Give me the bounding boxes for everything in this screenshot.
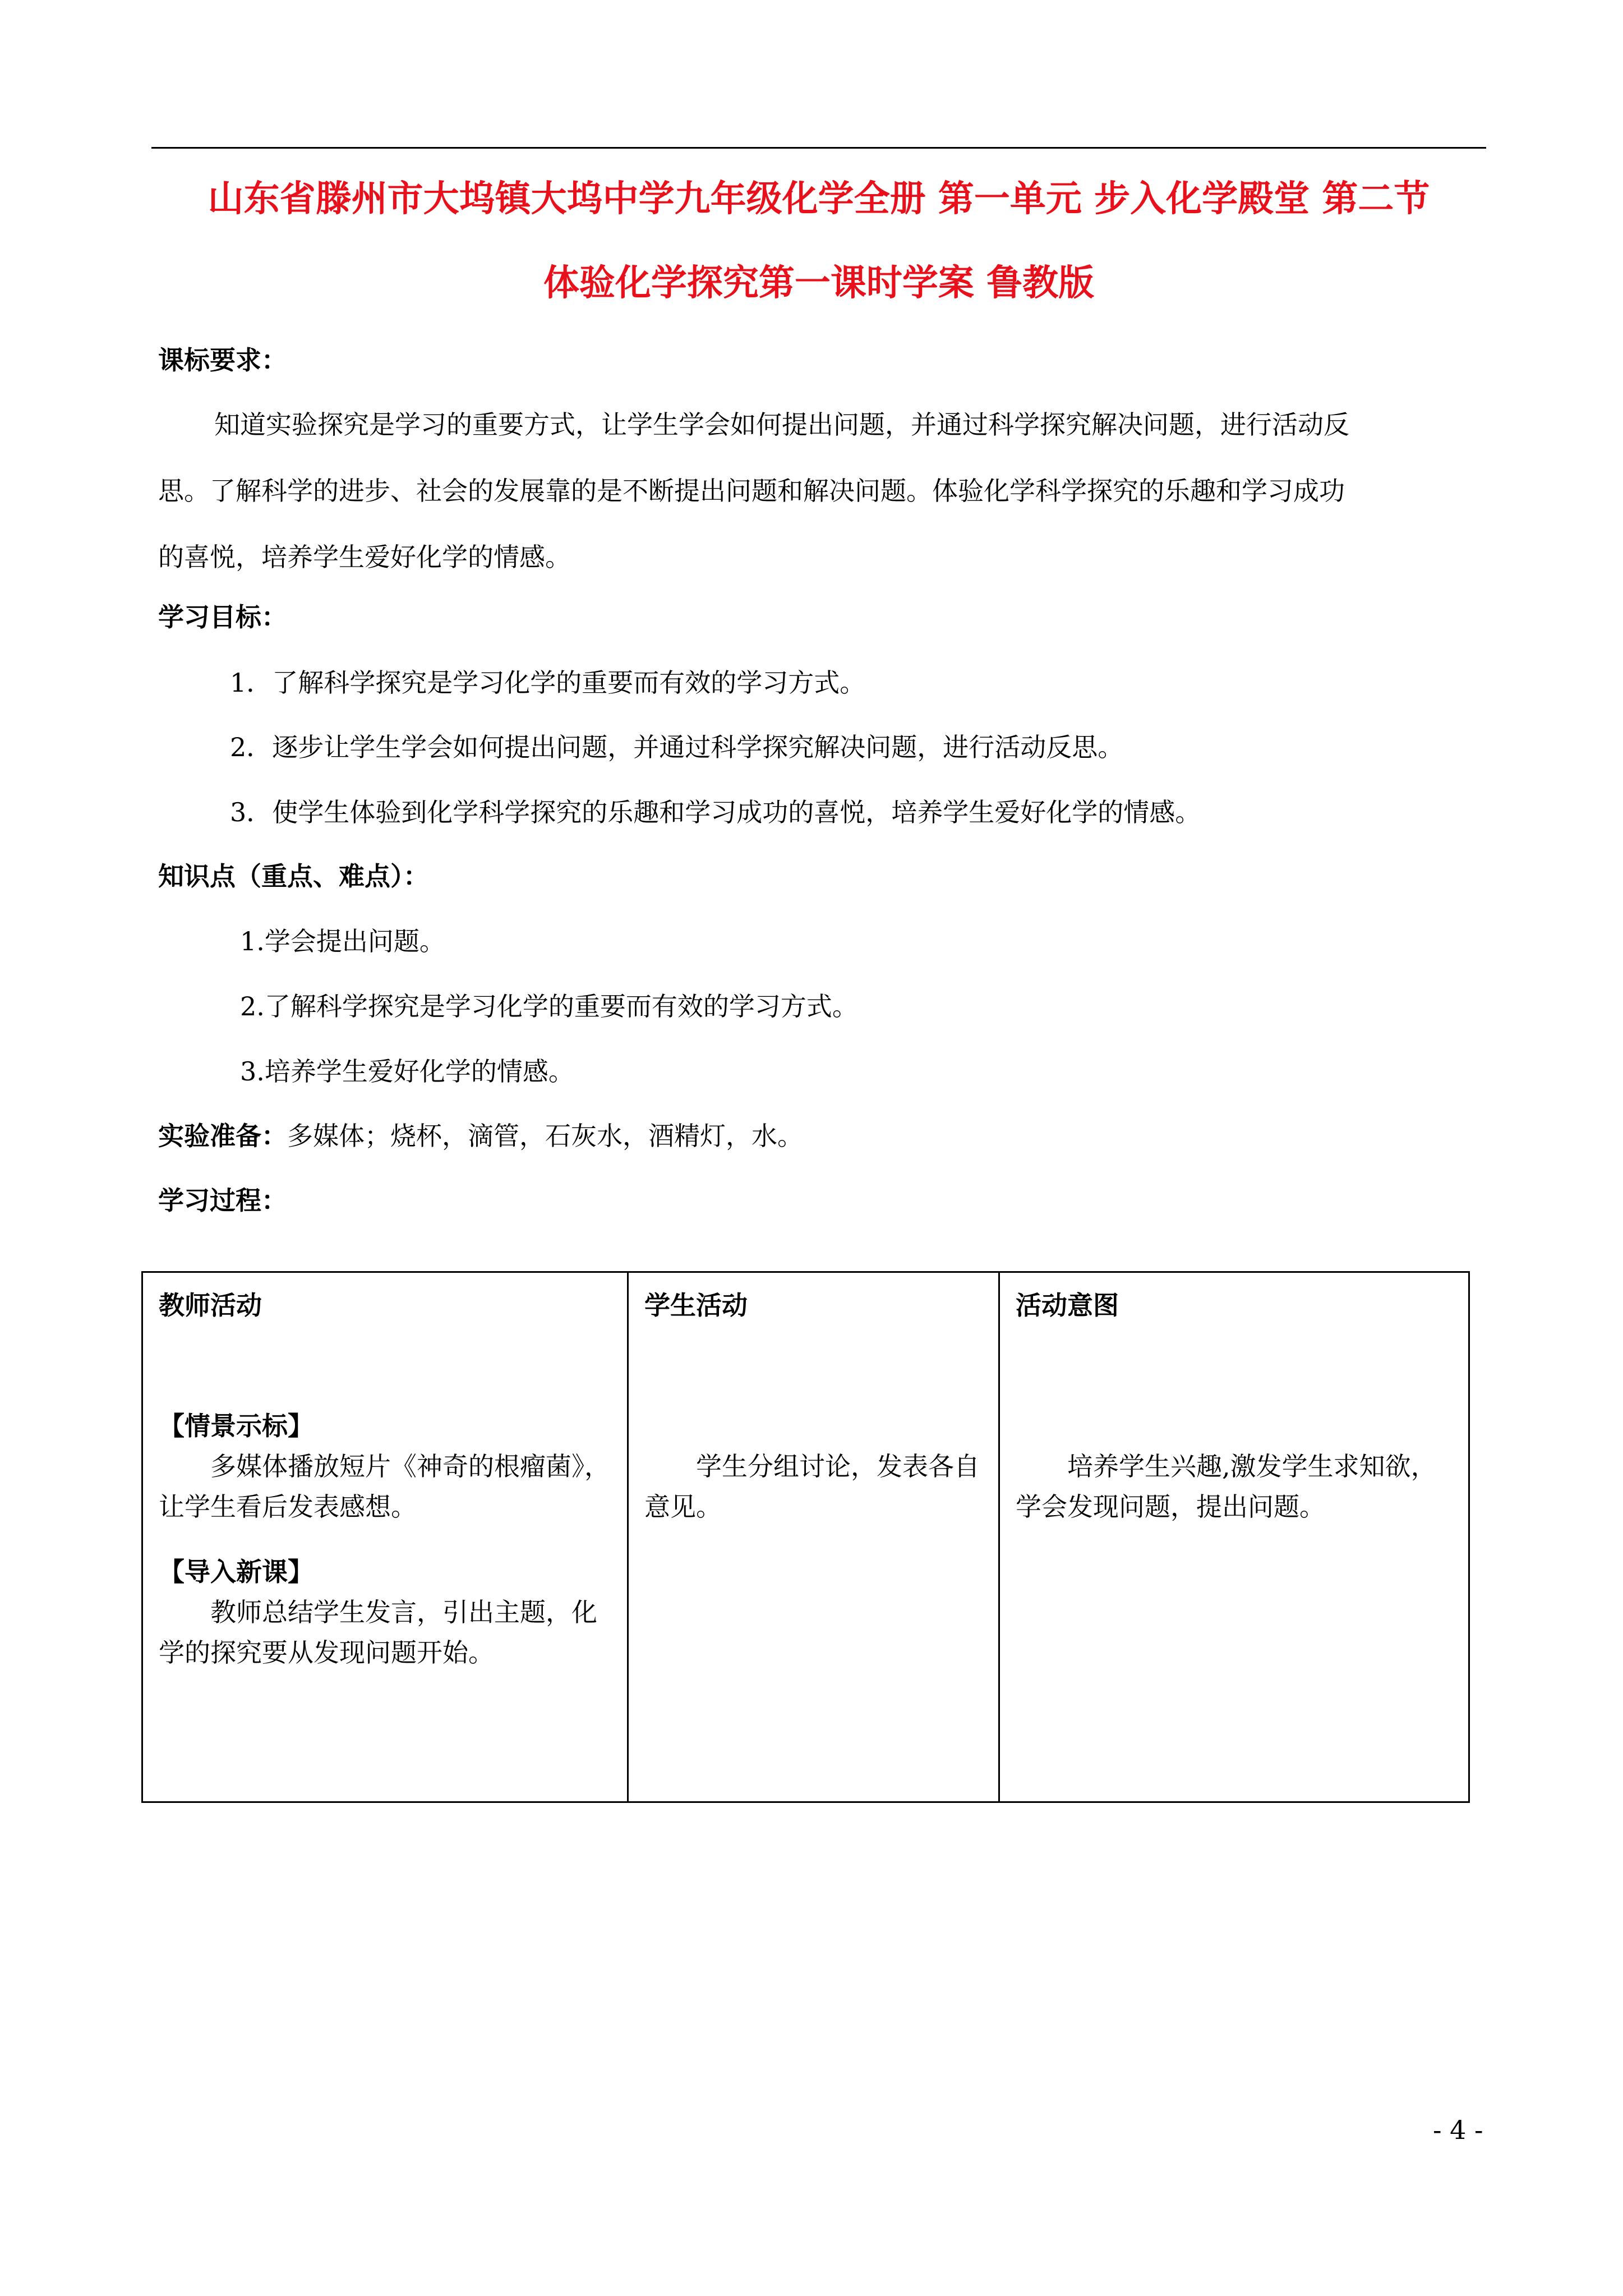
situation-section-body: 多媒体播放短片《神奇的根瘤菌》，让学生看后发表感想。 bbox=[159, 1451, 610, 1522]
process-heading: 学习过程： bbox=[158, 1185, 287, 1216]
key-point-item-3: 3.培养学生爱好化学的情感。 bbox=[240, 1056, 574, 1087]
key-point-item-1: 1.学会提出问题。 bbox=[240, 926, 445, 956]
objectives-heading: 学习目标： bbox=[158, 602, 287, 632]
key-point-item-2: 2.了解科学探究是学习化学的重要而有效的学习方式。 bbox=[240, 991, 858, 1022]
preparation-text: 多媒体；烧杯，滴管，石灰水，酒精灯，水。 bbox=[287, 1121, 803, 1151]
header-rule bbox=[151, 147, 1486, 149]
table-row bbox=[142, 1272, 1469, 1802]
standards-heading: 课标要求： bbox=[158, 345, 287, 375]
student-activity-body: 学生分组讨论，发表各自意见。 bbox=[644, 1451, 980, 1522]
key-points-heading: 知识点（重点、难点）： bbox=[158, 861, 429, 891]
standards-paragraph bbox=[158, 392, 1487, 590]
doc-title-line1: 山东省滕州市大坞镇大坞中学九年级化学全册 第一单元 步入化学殿堂 第二节 bbox=[208, 178, 1430, 220]
standards-line-3: 的喜悦，培养学生爱好化学的情感。 bbox=[158, 542, 571, 572]
preparation-label: 实验准备： bbox=[158, 1121, 287, 1151]
preparation-line bbox=[158, 1119, 803, 1153]
teacher-activity-cell bbox=[142, 1272, 628, 1802]
intro-section-body: 教师总结学生发言，引出主题，化学的探究要从发现问题开始。 bbox=[159, 1597, 597, 1668]
objective-item-1: 1．了解科学探究是学习化学的重要而有效的学习方式。 bbox=[230, 668, 866, 698]
intent-header: 活动意图 bbox=[1016, 1290, 1119, 1320]
intro-section-title: 【导入新课】 bbox=[159, 1557, 313, 1587]
intent-body: 培养学生兴趣,激发学生求知欲，学会发现问题，提出问题。 bbox=[1016, 1451, 1437, 1522]
student-activity-cell bbox=[628, 1272, 999, 1802]
standards-line-1: 知道实验探究是学习的重要方式，让学生学会如何提出问题，并通过科学探究解决问题，进行活动反 bbox=[214, 409, 1349, 440]
teacher-activity-header: 教师活动 bbox=[159, 1290, 262, 1320]
page-number: - 4 - bbox=[1433, 2115, 1483, 2145]
objective-item-3: 3．使学生体验到化学科学探究的乐趣和学习成功的喜悦，培养学生爱好化学的情感。 bbox=[230, 797, 1201, 827]
process-table bbox=[141, 1271, 1470, 1803]
standards-line-2: 思。了解科学的进步、社会的发展靠的是不断提出问题和解决问题。体验化学科学探究的乐趣和学习成功 bbox=[158, 476, 1345, 506]
objective-item-2: 2．逐步让学生学会如何提出问题，并通过科学探究解决问题，进行活动反思。 bbox=[230, 732, 1124, 762]
situation-section-title: 【情景示标】 bbox=[159, 1411, 313, 1441]
intent-cell bbox=[999, 1272, 1469, 1802]
student-activity-header: 学生活动 bbox=[644, 1290, 748, 1320]
doc-title-line2: 体验化学探究第一课时学案 鲁教版 bbox=[543, 263, 1095, 304]
